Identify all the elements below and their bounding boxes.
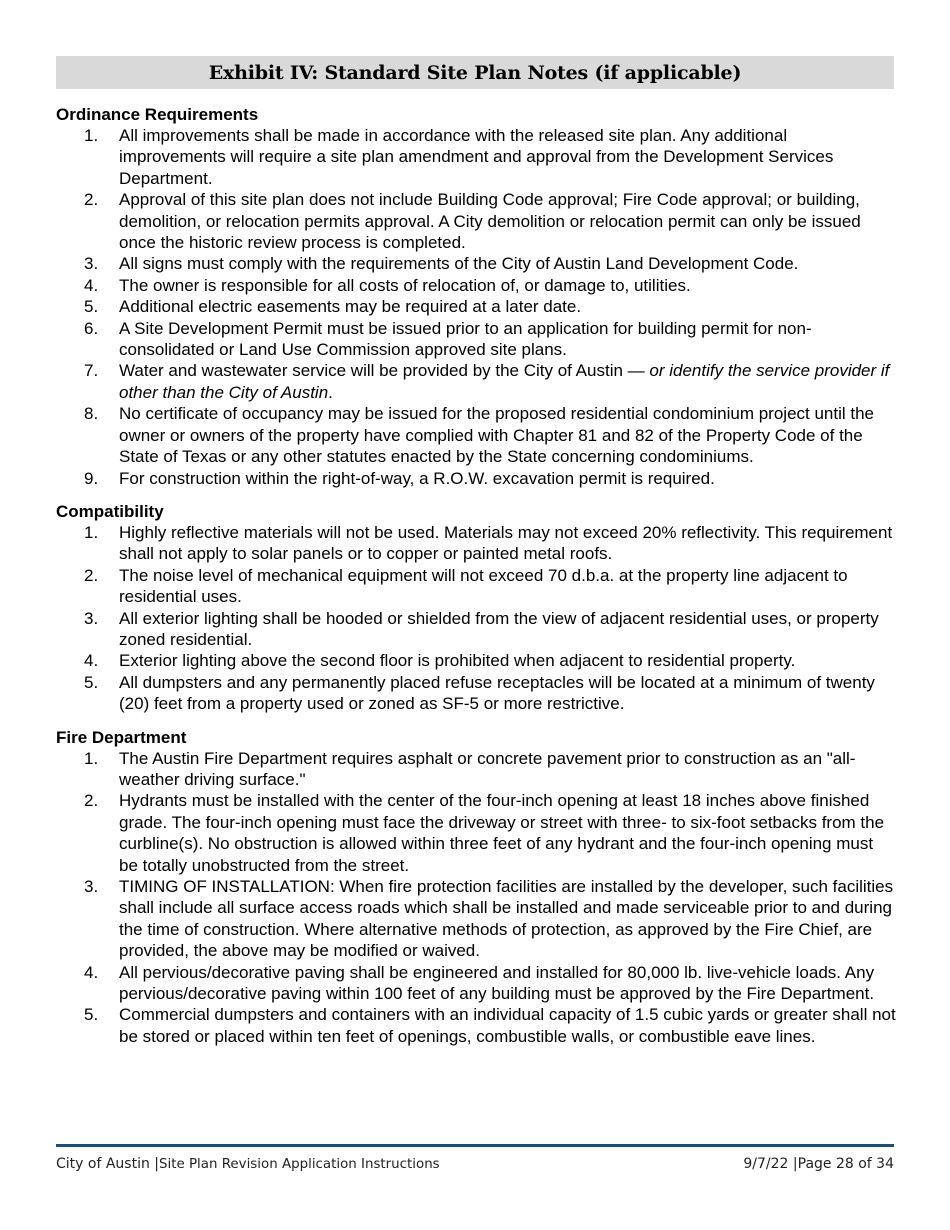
section-heading: Compatibility <box>56 501 164 521</box>
list-item: 3. TIMING OF INSTALLATION: When fire protection facilities are installed by the developer, such facilities shall include all surface access roads which shall be installed and made serviceable prior to and during the time of construction. Where alternative methods of protection, as approved by the Fire Chief, are provided, the above may be modified or waived. <box>84 877 894 961</box>
section-heading: Ordinance Requirements <box>56 105 259 124</box>
compatibility-list <box>56 522 896 715</box>
list-item: 8. No certificate of occupancy may be issued for the proposed residential condominium project until the owner or owners of the property have complied with Chapter 81 and 82 of the Property Code of the State of Texas or any other statutes enacted by the State concerning condominiums. <box>84 404 875 467</box>
list-item: 5. All dumpsters and any permanently placed refuse receptacles will be located at a minimum of twenty (20) feet from a property used or zoned as SF-5 or more restrictive. <box>84 672 875 714</box>
list-item: 3. All exterior lighting shall be hooded or shielded from the view of adjacent residential uses, or property zoned residential. <box>84 608 879 649</box>
list-item: 9. For construction within the right-of-way, a R.O.W. excavation permit is required. <box>84 468 715 488</box>
footer-date: 9/7/22 <box>743 1156 789 1172</box>
list-item: 6. A Site Development Permit must be issued prior to an application for building permit for non-consolidated or Land Use Commission approved site plans. <box>84 318 812 360</box>
footer-doc-title: Site Plan Revision Application Instructions <box>159 1157 440 1172</box>
list-item: 5. Additional electric easements may be required at a later date. <box>84 297 582 317</box>
list-item: 2. Approval of this site plan does not include Building Code approval; Fire Code approval; or building, demolition, or relocation permits approval. A City demolition or relocation permit can only be issued once the historic review process is completed. <box>84 190 861 253</box>
ordinance-list <box>56 125 896 489</box>
list-item: 1. All improvements shall be made in accordance with the released site plan. Any additional improvements will require a site plan amendment and approval from the Development Services Department. <box>84 126 834 188</box>
section-ordinance-requirements <box>56 104 896 489</box>
section-heading: Fire Department <box>56 727 187 747</box>
footer-org: City of Austin <box>56 1156 150 1172</box>
list-item: 2. The noise level of mechanical equipment will not exceed 70 d.b.a. at the property line adjacent to residential uses. <box>84 565 848 607</box>
notes-content <box>56 104 896 1059</box>
page-title: Exhibit IV: Standard Site Plan Notes (if applicable) <box>208 61 742 84</box>
list-item: 3. All signs must comply with the requirements of the City of Austin Land Development Code. <box>84 254 799 274</box>
fire-list <box>56 748 896 1048</box>
footer-right: 9/7/22 |Page 28 of 34 <box>743 1156 894 1172</box>
list-item: 4. All pervious/decorative paving shall be engineered and installed for 80,000 lb. live-vehicle loads. Any pervious/decorative paving within 100 feet of any building must be approved by the Fire Department. <box>84 962 875 1004</box>
list-item: 5. Commercial dumpsters and containers with an individual capacity of 1.5 cubic yards or greater shall not be stored or placed within ten feet of openings, combustible walls, or combustible eave lines. <box>84 1005 896 1046</box>
list-item: 4. The owner is responsible for all costs of relocation of, or damage to, utilities. <box>84 275 691 295</box>
list-item: 1. Highly reflective materials will not be used. Materials may not exceed 20% reflectivity. This requirement shall not apply to solar panels or to copper or painted metal roofs. <box>84 522 893 564</box>
list-item: 2. Hydrants must be installed with the center of the four-inch opening at least 18 inches above finished grade. The four-inch opening must face the driveway or street with three- to six-foot setbacks from the curbline(s). No obstruction is allowed within three feet of any hydrant and the four-inch opening must be totally unobstructed from the street. <box>84 791 885 875</box>
list-item: 7. Water and wastewater service will be provided by the City of Austin — or identify the service provider if other than the City of Austin. <box>84 361 890 402</box>
page-number: Page 28 of 34 <box>797 1156 894 1172</box>
footer-divider <box>56 1144 894 1147</box>
footer-left: City of Austin |Site Plan Revision Application Instructions <box>56 1156 440 1172</box>
section-fire-department <box>56 727 896 1048</box>
exhibit-title-bar <box>56 56 894 89</box>
list-item: 4. Exterior lighting above the second floor is prohibited when adjacent to residential property. <box>84 651 796 671</box>
section-compatibility <box>56 501 896 715</box>
page-footer <box>56 1156 894 1172</box>
list-item: 1. The Austin Fire Department requires asphalt or concrete pavement prior to construction as an "all-weather driving surface." <box>84 748 856 789</box>
